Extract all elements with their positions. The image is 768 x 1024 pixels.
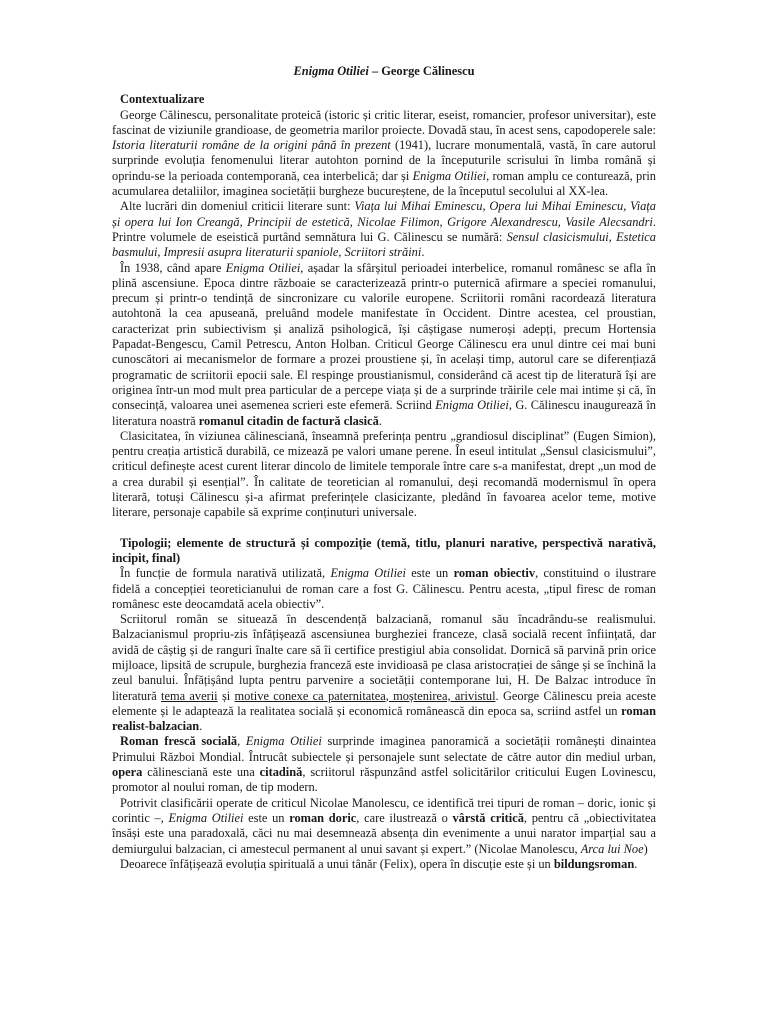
paragraph-7: Roman frescă socială, Enigma Otiliei surprinde imaginea panoramică a societății românești dinaintea Primului Război Mondial. Întrucât subiectele și personajele sunt selectate de către autor din mediul urban, opera călinesciană este una citadină, scriitorul răspunzând astfel solicitărilor criticului Eugen Lovinescu, promotor al noului roman, de tip modern. [112,734,656,795]
title-work: Enigma Otiliei [293,64,369,78]
paragraph-1: George Călinescu, personalitate proteică (istoric și critic literar, eseist, romancier, profesor universitar), este fascinat de viziunile grandioase, de geometria marilor proiecte. Dovadă stau, în acest sens, capodoperele sale: Istoria literaturii române de la origini până în prezent (1941), lucrare monumentală, vastă, în care autorul surprinde evoluția fenomenului literar autohton pornind de la începuturile scrisului în limba română și oprindu-se la perioada contemporană, cea interbelică; dar și Enigma Otiliei, roman amplu ce conturează, prin acumularea detaliilor, imaginea societății burgheze bucureștene, de la începutul secolului al XX-lea. [112,107,656,199]
section-heading-context: Contextualizare [120,92,205,107]
paragraph-9: Deoarece înfățișează evoluția spirituală a unui tânăr (Felix), opera în discuție este și un bildungsroman. [120,856,638,871]
page-title [112,64,656,79]
section-heading-typology: Tipologii; elemente de structură și compoziție (temă, titlu, planuri narative, perspectivă narativă, incipit, final) [112,535,656,565]
paragraph-4: Clasicitatea, în viziunea călinesciană, înseamnă preferința pentru „grandiosul disciplinat” (Eugen Simion), pentru creația artistică durabilă, ce mizează pe valori umane perene. În eseul intitulat „Sensul clasicismului”, criticul definește acest curent literar dincolo de limitele temporale între care s-a manifestat, drept „un mod de a crea durabil și esențial”. În calitate de teoretician al romanului, deși recomandă modernismul în opera literară, totuși Călinescu și-a afirmat preferințele clasicizante, pledând în favoarea acelor teme, motive literare, personaje capabile să exprime conținuturi universale. [112,428,656,520]
paragraph-5: În funcție de formula narativă utilizată, Enigma Otiliei este un roman obiectiv, constituind o ilustrare fidelă a concepției teoreticianului de roman care a fost G. Călinescu. Pentru acesta, „tipul firesc de roman românesc este deocamdată acela obiectiv”. [112,566,656,611]
title-separator: – [368,64,382,78]
paragraph-6: Scriitorul român se situează în descendență balzaciană, romanul său încadrându-se realismului. Balzacianismul propriu-zis înfățișează ascensiunea burgheziei franceze, clasă socială recent înființată, dar avidă de câștig și de ranguri înalte care să îi certifice prestigiul abia consolidat. Dornică să parvină prin orice mijloace, lipsită de scrupule, burghezia franceză este invidioasă pe clasa aristocrației de sânge și se închină la zeul banului. Înfățișând lupta pentru parvenire a societății contemporane lui, H. De Balzac introduce în literatură tema averii și motive conexe ca paternitatea, moștenirea, arivistul. George Călinescu preia aceste elemente și le adaptează la realitatea socială și economică românească din epoca sa, scriind astfel un roman realist-balzacian. [112,612,656,734]
paragraph-3: În 1938, când apare Enigma Otiliei, așadar la sfârșitul perioadei interbelice, romanul românesc se afla în plină ascensiune. Epoca dintre războaie se caracterizează printr-o puternică afirmare a speciei romanului, precum și printr-o tendință de sincronizare cu valorile europene. Scriitorii români racordează literatura autohtonă la cea apuseană, preluând modele manifestate în Occident. Dintre acestea, cel proustian, caracterizat prin subiectivism și analiză psihologică, își câștigase numeroși adepți, precum Hortensia Papadat-Bengescu, Camil Petrescu, Anton Holban. Criticul George Călinescu era unul dintre cei mai buni cunoscători ai mecanismelor de formare a prozei proustiene și, în același timp, autorul care se diferențiază programatic de scriitorii epocii sale. El respinge proustianismul, considerând că acest tip de literatură își are originea într-un mod mult prea particular de a percepe viața și de a surprinde trăirile cele mai intime și că, în consecință, valoarea unei asemenea scrieri este efemeră. Scriind Enigma Otiliei, G. Călinescu inaugurează în literatura noastră romanul citadin de factură clasică. [112,260,656,428]
paragraph-2: Alte lucrări din domeniul criticii literare sunt: Viața lui Mihai Eminescu, Opera lui Mihai Eminescu, Viața și opera lui Ion Creangă, Principii de estetică, Nicolae Filimon, Grigore Alexandrescu, Vasile Alecsandri. Printre volumele de eseistică purtând semnătura lui G. Călinescu se numără: Sensul clasicismului, Estetica basmului, Impresii asupra literaturii spaniole, Scriitori străini. [112,199,656,260]
paragraph-8: Potrivit clasificării operate de criticul Nicolae Manolescu, ce identifică trei tipuri de roman – doric, ionic și corintic –, Enigma Otiliei este un roman doric, care ilustrează o vârstă critică, pentru că „obiectivitatea însăși este una paradoxală, căci nu mai desemnează absența din evenimente a unui narator imparțial sau a demiurgului balzacian, ci amestecul permanent al unui savant și expert.” (Nicolae Manolescu, Arca lui Noe) [112,795,656,856]
title-author: George Călinescu [381,64,475,78]
